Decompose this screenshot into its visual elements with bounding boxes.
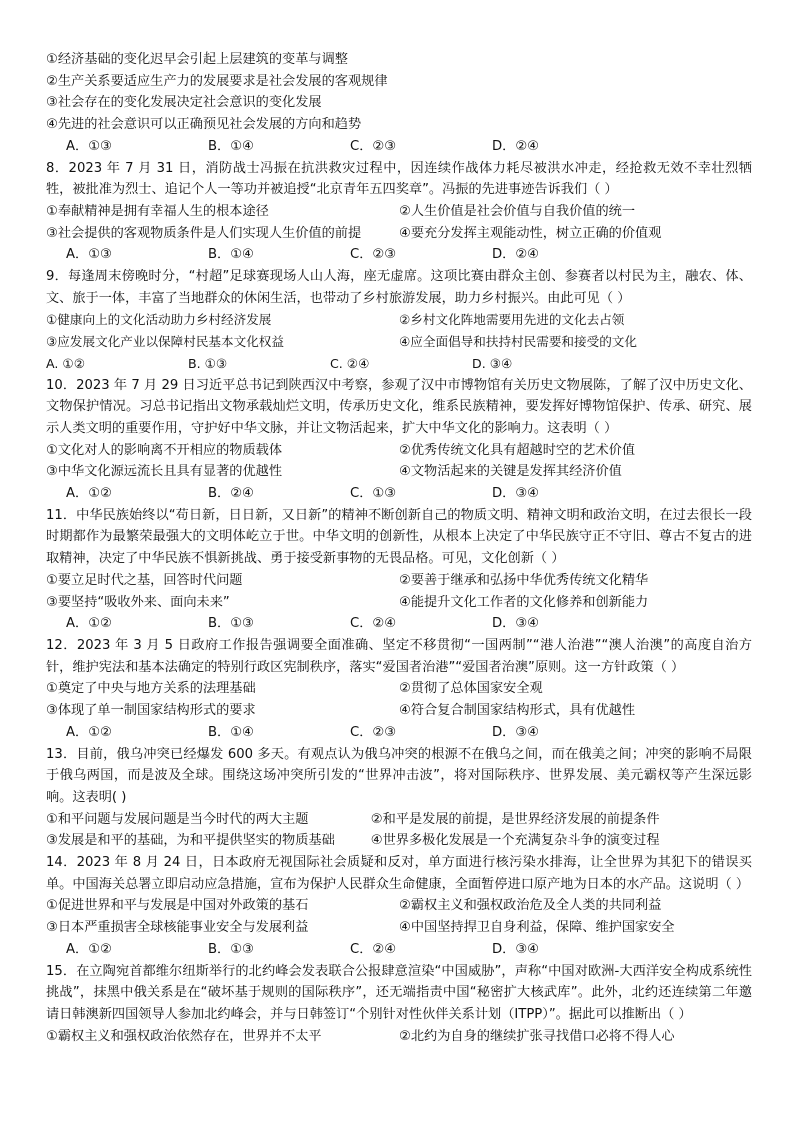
q14-option-3: ③日本严重损害全球核能事业安全与发展利益 xyxy=(46,920,309,936)
q8-stem: 8．2023 年 7 月 31 日，消防战士冯振在抗洪救灾过程中，因连续作战体力耗尽被洪水冲走，经抢救无效不幸壮烈牺牲，被批准为烈士、追记个人一等功并被追授“北京青年五四奖章”。冯振的先进事迹告诉我们（ ） xyxy=(46,160,752,198)
q11-options-row-1 xyxy=(46,570,752,592)
q8-option-3: ③社会提供的客观物质条件是人们实现人生价值的前提 xyxy=(46,225,362,241)
q14-option-2: ②霸权主义和强权政治危及全人类的共同利益 xyxy=(399,898,662,914)
q15-stem: 15．在立陶宛首都维尔纽斯举行的北约峰会发表联合公报肆意渲染“中国威胁”，声称“中国对欧洲-大西洋安全构成系统性挑战”，抹黑中俄关系是在“破坏基于规则的国际秩序”，还无端指责中国“秘密扩大核武库”。此外，北约还连续第二年邀请日韩澳新四国领导人参加北约峰会，并与日韩签订“个别针对性伙伴关系计划（ITPP）”。据此可以推断出（ ） xyxy=(46,963,752,1022)
q10-options-row-2 xyxy=(46,461,752,483)
q9-choice-b[interactable]: B. ①③ xyxy=(188,355,228,371)
q10-choice-d[interactable]: D．③④ xyxy=(492,486,539,502)
q13-option-3: ③发展是和平的基础，为和平提供坚实的物质基础 xyxy=(46,833,335,849)
q11-choice-a[interactable]: A．①② xyxy=(66,616,112,632)
q10-stem: 10．2023 年 7 月 29 日习近平总书记到陕西汉中考察，参观了汉中市博物馆有关历史文物展陈，了解了汉中历史文化、文物保护情况。习总书记指出文物承载灿烂文明，传承历史文化，维系民族精神，要发挥好博物馆保护、传承、研究、展示人类文明的重要作用，守护好中华文脉，并让文物活起来，扩大中华文化的影响力。这表明（ ） xyxy=(46,377,752,436)
q8-choice-a[interactable]: A．①③ xyxy=(66,247,112,263)
q8-options-row-2 xyxy=(46,223,752,245)
q7-choice-c[interactable]: C．②③ xyxy=(350,138,397,154)
q11-choice-b[interactable]: B．①③ xyxy=(208,616,254,632)
q11-choices xyxy=(46,613,752,635)
q8-option-2: ②人生价值是社会价值与自我价值的统一 xyxy=(399,203,636,219)
q7-choices xyxy=(46,136,752,158)
q11-option-1: ①要立足时代之基，回答时代问题 xyxy=(46,572,243,588)
q11-option-3: ③要坚持“吸收外来、面向未来” xyxy=(46,594,230,610)
q9-options-row-2 xyxy=(46,331,752,353)
q9-option-4: ④应全面倡导和扶持村民需要和接受的文化 xyxy=(399,334,637,350)
q9-choice-d[interactable]: D. ③④ xyxy=(472,355,513,371)
q9-option-3: ③应发展文化产业以保障村民基本文化权益 xyxy=(46,334,284,350)
q13-options-row-2 xyxy=(46,830,752,852)
q11-choice-c[interactable]: C．②④ xyxy=(350,616,397,632)
q11-option-4: ④能提升文化工作者的文化修养和创新能力 xyxy=(399,594,649,610)
q7-choice-d[interactable]: D．②④ xyxy=(492,138,539,154)
q11-choice-d[interactable]: D．③④ xyxy=(492,616,539,632)
q14-choice-b[interactable]: B．①③ xyxy=(208,941,254,957)
q12-choices xyxy=(46,722,752,744)
q11-stem: 11．中华民族始终以“苟日新，日日新，又日新”的精神不断创新自己的物质文明、精神文明和政治文明，在过去很长一段时期都作为最繁荣最强大的文明体屹立于世。中华文明的创新性，从根本上决定了中华民族守正不守旧、尊古不复古的进取精神，决定了中华民族不惧新挑战、勇于接受新事物的无畏品格。可见，文化创新（ ） xyxy=(46,507,752,567)
q14-choice-c[interactable]: C．②④ xyxy=(350,941,397,957)
q10-choices xyxy=(46,483,752,505)
q14-option-4: ④中国坚持捍卫自身利益，保障、维护国家安全 xyxy=(399,920,675,936)
q13-option-2: ②和平是发展的前提，是世界经济发展的前提条件 xyxy=(370,811,660,827)
q9-option-1: ①健康向上的文化活动助力乡村经济发展 xyxy=(46,312,272,328)
q7-option-2: ②生产关系要适应生产力的发展要求是社会发展的客观规律 xyxy=(46,73,388,89)
q9-choice-c[interactable]: C. ②④ xyxy=(330,355,370,371)
q10-option-2: ②优秀传统文化具有超越时空的艺术价值 xyxy=(399,442,636,458)
exam-page xyxy=(46,49,752,1047)
q12-option-1: ①奠定了中央与地方关系的法理基础 xyxy=(46,681,256,697)
q9-stem: 9．每逢周末傍晚时分，“村超”足球赛现场人山人海，座无虚席。这项比赛由群众主创、参赛者以村民为主，融农、体、文、旅于一体，丰富了当地群众的休闲生活，也带动了乡村旅游发展，助力乡村振兴。由此可见（ ） xyxy=(46,269,752,306)
q12-option-3: ③体现了单一制国家结构形式的要求 xyxy=(46,703,256,719)
q10-options-row-1 xyxy=(46,440,752,462)
q12-choice-b[interactable]: B．①④ xyxy=(208,724,254,740)
q8-choice-b[interactable]: B．①④ xyxy=(208,247,254,263)
q12-options-row-2 xyxy=(46,700,752,722)
q8-option-1: ①奉献精神是拥有幸福人生的根本途径 xyxy=(46,203,269,219)
q12-choice-a[interactable]: A．①② xyxy=(66,724,112,740)
q11-option-2: ②要善于继承和弘扬中华优秀传统文化精华 xyxy=(399,572,649,588)
q7-option-1: ①经济基础的变化迟早会引起上层建筑的变革与调整 xyxy=(46,52,348,67)
q15-option-2: ②北约为自身的继续扩张寻找借口必将不得人心 xyxy=(399,1028,675,1044)
q8-choice-c[interactable]: C．②③ xyxy=(350,247,397,263)
q12-stem: 12．2023 年 3 月 5 日政府工作报告强调要全面准确、坚定不移贯彻“一国两制”“港人治港”“澳人治澳”的高度自治方针，维护宪法和基本法确定的特别行政区宪制秩序，落实“爱国者治港”“爱国者治澳”原则。这一方针政策（ ） xyxy=(46,637,752,675)
q10-option-3: ③中华文化源远流长且具有显著的优越性 xyxy=(46,464,283,480)
q12-options-row-1 xyxy=(46,678,752,700)
q10-choice-a[interactable]: A．①② xyxy=(66,486,112,502)
q14-options-row-2 xyxy=(46,917,752,939)
q15-option-1: ①霸权主义和强权政治依然存在，世界并不太平 xyxy=(46,1028,322,1044)
q9-choice-a[interactable]: A. ①② xyxy=(46,355,85,371)
q11-options-row-2 xyxy=(46,592,752,614)
q10-option-4: ④文物活起来的关键是发挥其经济价值 xyxy=(399,464,622,480)
q12-option-2: ②贯彻了总体国家安全观 xyxy=(399,681,543,697)
q13-option-1: ①和平问题与发展问题是当今时代的两大主题 xyxy=(46,811,309,827)
q13-option-4: ④世界多极化发展是一个充满复杂斗争的演变过程 xyxy=(370,833,660,849)
q14-options-row-1 xyxy=(46,895,752,917)
q8-choice-d[interactable]: D．②④ xyxy=(492,247,539,263)
q13-options-row-1 xyxy=(46,809,752,831)
q7-option-3: ③社会存在的变化发展决定社会意识的变化发展 xyxy=(46,95,322,111)
q8-choices xyxy=(46,244,752,266)
q14-choice-a[interactable]: A．①② xyxy=(66,941,112,957)
q13-stem: 13．目前，俄乌冲突已经爆发 600 多天。有观点认为俄乌冲突的根源不在俄乌之间，而在俄美之间；冲突的影响不局限于俄乌两国，而是波及全球。围绕这场冲突所引发的“世界冲击波”，将对国际秩序、世界发展、美元霸权等产生深远影响。这表明( ) xyxy=(46,746,752,805)
q10-choice-c[interactable]: C．①③ xyxy=(350,486,397,502)
q12-choice-c[interactable]: C．②③ xyxy=(350,724,397,740)
q14-choices xyxy=(46,939,752,961)
q9-options-row-1 xyxy=(46,309,752,331)
q7-choice-a[interactable]: A．①③ xyxy=(66,138,112,154)
q10-choice-b[interactable]: B．②④ xyxy=(208,486,254,502)
q12-choice-d[interactable]: D．③④ xyxy=(492,724,539,740)
q12-option-4: ④符合复合制国家结构形式，具有优越性 xyxy=(399,703,636,719)
q10-option-1: ①文化对人的影响离不开相应的物质载体 xyxy=(46,442,283,458)
q15-options-row-1 xyxy=(46,1026,752,1048)
q8-options-row-1 xyxy=(46,201,752,223)
q7-option-4: ④先进的社会意识可以正确预见社会发展的方向和趋势 xyxy=(46,117,362,133)
q9-option-2: ②乡村文化阵地需要用先进的文化去占领 xyxy=(399,312,625,328)
q14-option-1: ①促进世界和平与发展是中国对外政策的基石 xyxy=(46,898,309,914)
q9-choices xyxy=(46,353,752,375)
q14-choice-d[interactable]: D．③④ xyxy=(492,941,539,957)
q7-choice-b[interactable]: B．①④ xyxy=(208,138,254,154)
q8-option-4: ④要充分发挥主观能动性，树立正确的价值观 xyxy=(399,225,662,241)
q14-stem: 14．2023 年 8 月 24 日，日本政府无视国际社会质疑和反对，单方面进行核污染水排海，让全世界为其犯下的错误买单。中国海关总署立即启动应急措施，宣布为保护人民群众生命健康，全面暂停进口原产地为日本的水产品。这说明（ ） xyxy=(46,855,752,892)
